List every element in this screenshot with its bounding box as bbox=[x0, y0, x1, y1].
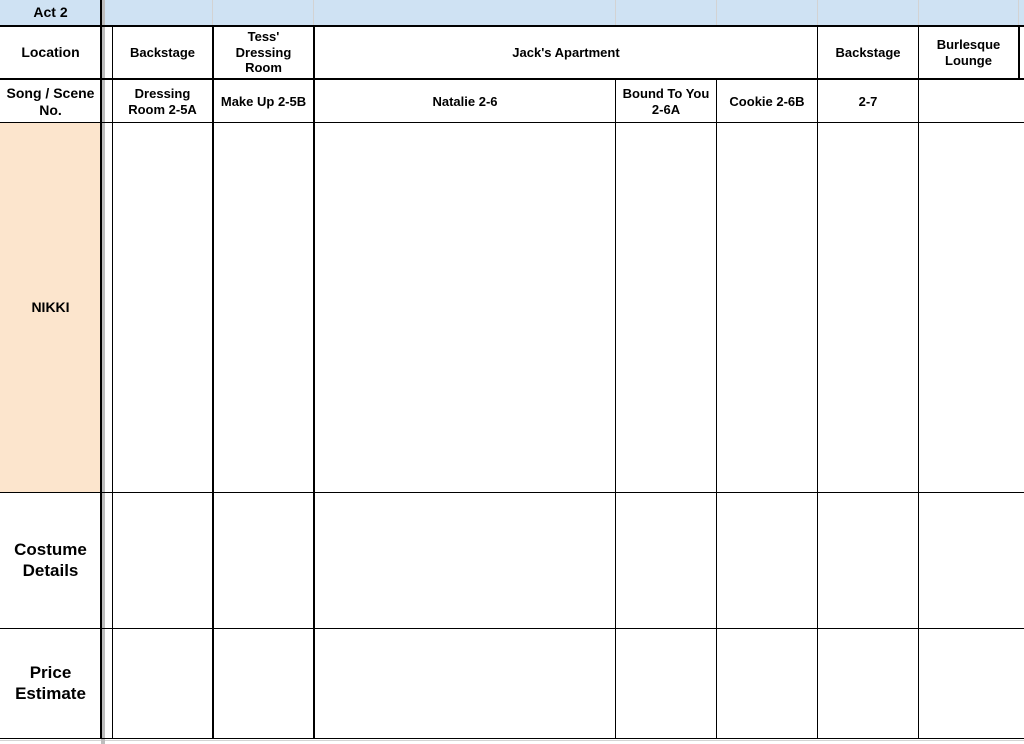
band-gridline bbox=[212, 0, 213, 25]
scene-dressing-room-2-5a[interactable]: Dressing Room 2-5A bbox=[128, 85, 197, 117]
costume-details-label[interactable]: Costume Details bbox=[14, 540, 87, 580]
location-burlesque-lounge[interactable]: Burlesque Lounge bbox=[936, 36, 1001, 68]
border bbox=[0, 628, 1024, 629]
scene-cookie-2-6b[interactable]: Cookie 2-6B bbox=[729, 93, 805, 109]
border bbox=[716, 78, 717, 739]
border bbox=[0, 738, 1024, 739]
location-jacks-apartment[interactable]: Jack's Apartment bbox=[512, 44, 620, 60]
border bbox=[112, 25, 113, 739]
border bbox=[100, 0, 102, 739]
band-gridline bbox=[313, 0, 314, 25]
border bbox=[918, 25, 919, 739]
border bbox=[0, 25, 1024, 27]
song-scene-row-label[interactable]: Song / Scene No. bbox=[6, 84, 95, 118]
border bbox=[1018, 25, 1020, 80]
border bbox=[212, 25, 214, 739]
location-backstage-1[interactable]: Backstage bbox=[129, 44, 196, 60]
price-estimate-label[interactable]: Price Estimate bbox=[15, 663, 86, 703]
scene-bound-to-you-2-6a[interactable]: Bound To You 2-6A bbox=[622, 85, 710, 117]
location-backstage-2[interactable]: Backstage bbox=[835, 44, 901, 60]
border bbox=[0, 122, 1024, 123]
scene-empty[interactable] bbox=[919, 80, 1024, 123]
band-gridline bbox=[918, 0, 919, 25]
location-row-label[interactable]: Location bbox=[21, 44, 80, 61]
border bbox=[0, 492, 1024, 493]
act-label[interactable]: Act 2 bbox=[33, 4, 68, 21]
band-gridline bbox=[817, 0, 818, 25]
bottom-gridline bbox=[0, 740, 1024, 741]
scene-2-7[interactable]: 2-7 bbox=[858, 93, 878, 109]
band-gridline bbox=[615, 0, 616, 25]
header-band bbox=[0, 0, 1024, 25]
border bbox=[817, 25, 818, 739]
band-gridline bbox=[1018, 0, 1019, 25]
border bbox=[313, 25, 315, 739]
character-label-nikki[interactable]: NIKKI bbox=[31, 299, 70, 316]
scene-natalie-2-6[interactable]: Natalie 2-6 bbox=[432, 93, 498, 109]
border bbox=[0, 78, 1024, 80]
band-gridline bbox=[716, 0, 717, 25]
border bbox=[615, 78, 616, 739]
location-tess-dressing-room[interactable]: Tess' Dressing Room bbox=[235, 29, 292, 76]
scene-make-up-2-5b[interactable]: Make Up 2-5B bbox=[220, 93, 307, 109]
